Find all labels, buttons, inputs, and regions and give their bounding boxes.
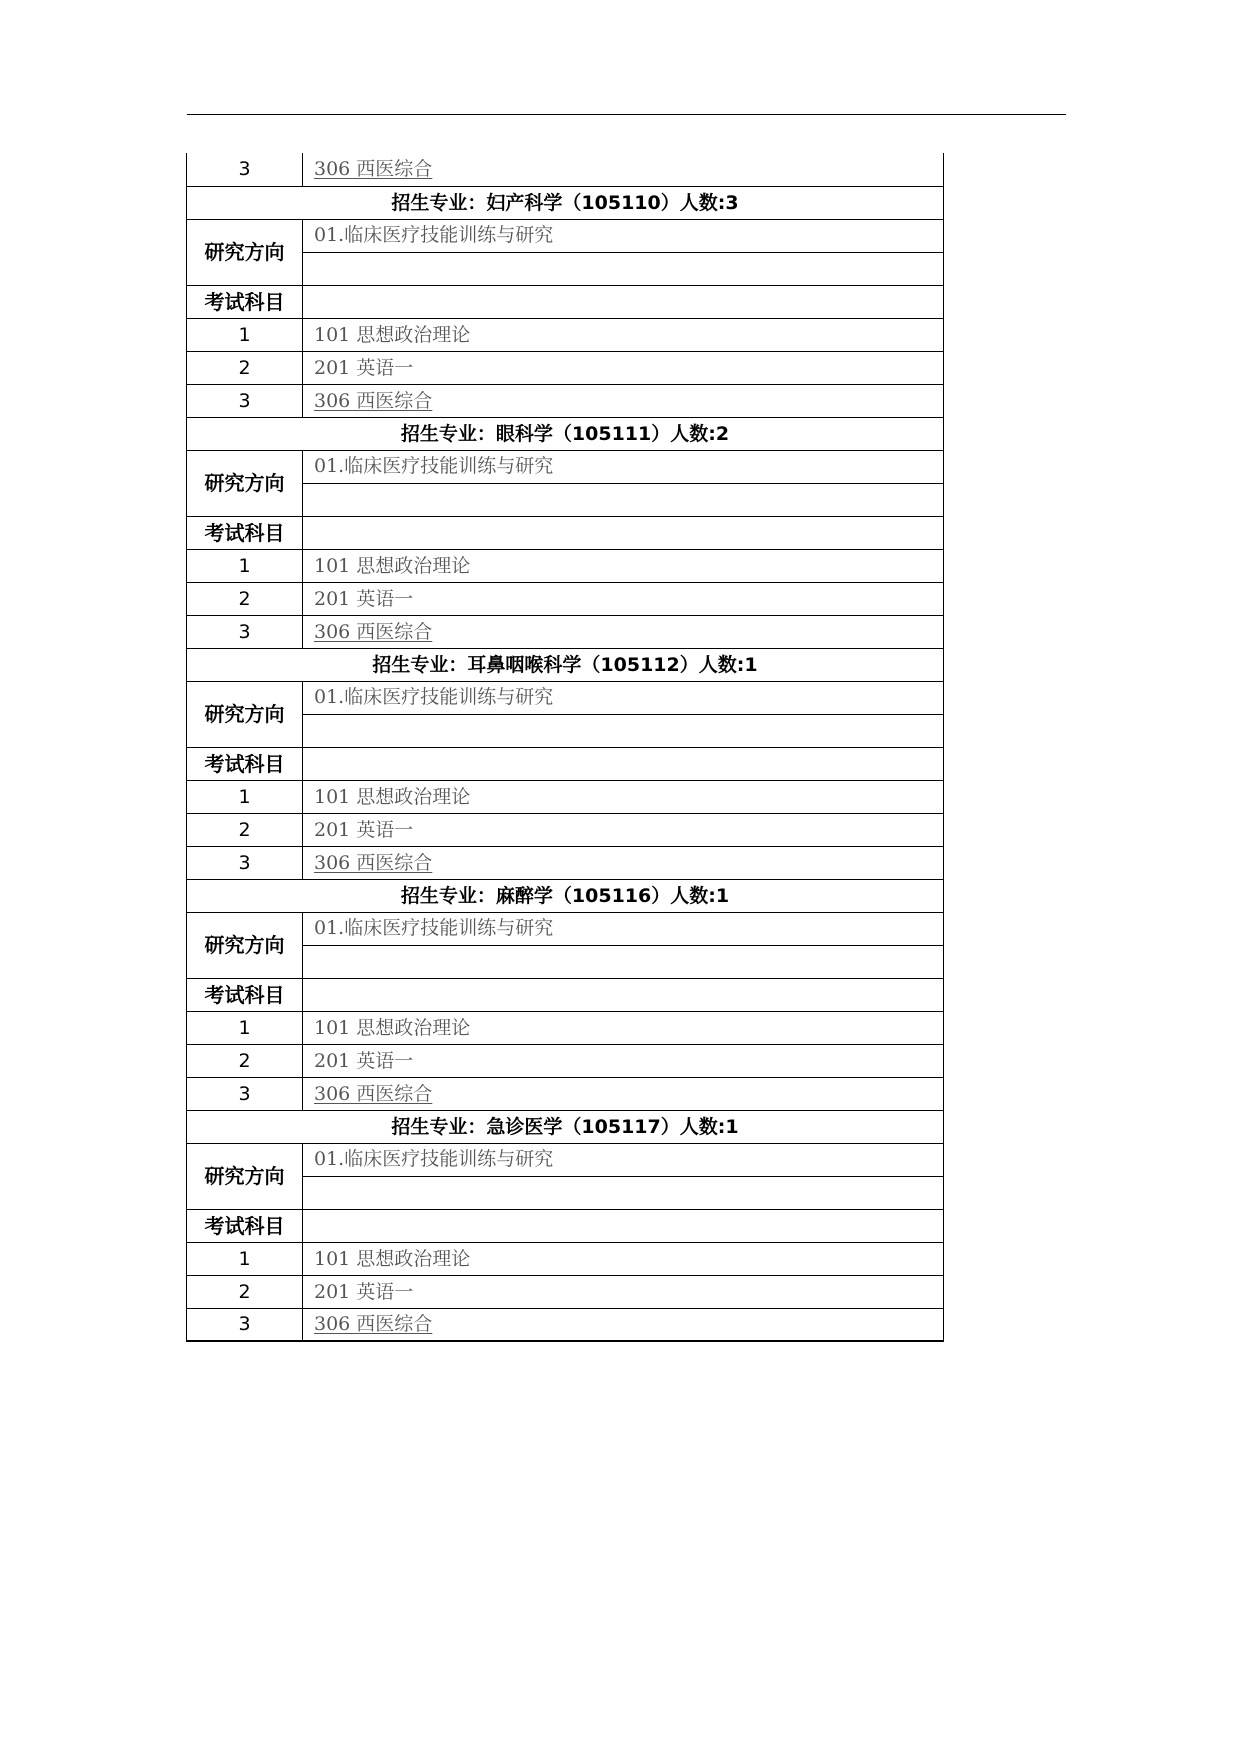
direction-value: 01.临床医疗技能训练与研究: [303, 1143, 944, 1176]
empty-cell: [303, 1176, 944, 1209]
table-row: [187, 1011, 944, 1044]
table-row: [187, 1275, 944, 1308]
table-row: [187, 813, 944, 846]
table-row: [187, 846, 944, 879]
major-title: 招生专业：急诊医学（105117）人数:1: [187, 1110, 944, 1143]
enrollment-table: [186, 153, 944, 1342]
table-row: [187, 582, 944, 615]
exam-label: 考试科目: [187, 516, 303, 549]
table-row: [187, 1143, 944, 1176]
table-row: [187, 912, 944, 945]
table-row: [187, 153, 944, 186]
empty-cell: [303, 252, 944, 285]
subject-name: 201 英语一: [303, 351, 944, 384]
subject-link[interactable]: 306 西医综合: [314, 389, 433, 412]
empty-cell: [303, 483, 944, 516]
subject-number: 3: [187, 153, 303, 186]
direction-value: 01.临床医疗技能训练与研究: [303, 681, 944, 714]
subject-link[interactable]: 306 西医综合: [314, 158, 433, 181]
empty-cell: [303, 714, 944, 747]
major-title: 招生专业：耳鼻咽喉科学（105112）人数:1: [187, 648, 944, 681]
subject-name: 201 英语一: [303, 1275, 944, 1308]
direction-label: 研究方向: [187, 450, 303, 516]
subject-name: 101 思想政治理论: [303, 549, 944, 582]
subject-name: [303, 1077, 944, 1110]
empty-cell: [303, 1209, 944, 1242]
major-title: 招生专业：麻醉学（105116）人数:1: [187, 879, 944, 912]
table-row: [187, 615, 944, 648]
subject-name: [303, 1308, 944, 1341]
subject-number: 3: [187, 615, 303, 648]
table-row: [187, 285, 944, 318]
table-row: [187, 1209, 944, 1242]
subject-number: 2: [187, 813, 303, 846]
subject-number: 3: [187, 846, 303, 879]
subject-name: [303, 615, 944, 648]
subject-number: 1: [187, 318, 303, 351]
table-row: [187, 516, 944, 549]
subject-number: 1: [187, 549, 303, 582]
direction-label: 研究方向: [187, 681, 303, 747]
subject-link[interactable]: 306 西医综合: [314, 1082, 433, 1105]
subject-link[interactable]: 306 西医综合: [314, 620, 433, 643]
subject-number: 3: [187, 384, 303, 417]
exam-label: 考试科目: [187, 747, 303, 780]
subject-name: 101 思想政治理论: [303, 1242, 944, 1275]
direction-value: 01.临床医疗技能训练与研究: [303, 219, 944, 252]
table-row: [187, 1077, 944, 1110]
direction-label: 研究方向: [187, 219, 303, 285]
major-header-row: [187, 879, 944, 912]
table-row: [187, 1308, 944, 1341]
major-title: 招生专业：妇产科学（105110）人数:3: [187, 186, 944, 219]
major-header-row: [187, 417, 944, 450]
subject-number: 3: [187, 1077, 303, 1110]
table-row: [187, 450, 944, 483]
subject-name: 101 思想政治理论: [303, 1011, 944, 1044]
major-header-row: [187, 186, 944, 219]
table-row: [187, 780, 944, 813]
major-title: 招生专业：眼科学（105111）人数:2: [187, 417, 944, 450]
subject-number: 2: [187, 582, 303, 615]
major-header-row: [187, 1110, 944, 1143]
table-row: [187, 1242, 944, 1275]
major-header-row: [187, 648, 944, 681]
exam-label: 考试科目: [187, 978, 303, 1011]
subject-number: 1: [187, 780, 303, 813]
subject-name: [303, 384, 944, 417]
empty-cell: [303, 945, 944, 978]
subject-name: 201 英语一: [303, 582, 944, 615]
subject-number: 2: [187, 1275, 303, 1308]
table-row: [187, 384, 944, 417]
table-row: [187, 219, 944, 252]
page-header-rule: [187, 114, 1066, 115]
table-row: [187, 1044, 944, 1077]
subject-number: 1: [187, 1242, 303, 1275]
direction-value: 01.临床医疗技能训练与研究: [303, 912, 944, 945]
table-row: [187, 318, 944, 351]
table-row: [187, 747, 944, 780]
table-row: [187, 681, 944, 714]
empty-cell: [303, 978, 944, 1011]
empty-cell: [303, 285, 944, 318]
table-row: [187, 549, 944, 582]
table-row: [187, 978, 944, 1011]
subject-name: 201 英语一: [303, 813, 944, 846]
empty-cell: [303, 516, 944, 549]
subject-name: [303, 846, 944, 879]
subject-link[interactable]: 306 西医综合: [314, 1313, 433, 1336]
direction-label: 研究方向: [187, 1143, 303, 1209]
table-row: [187, 351, 944, 384]
subject-name: [303, 153, 944, 186]
subject-number: 3: [187, 1308, 303, 1341]
subject-name: 201 英语一: [303, 1044, 944, 1077]
subject-number: 1: [187, 1011, 303, 1044]
subject-number: 2: [187, 1044, 303, 1077]
exam-label: 考试科目: [187, 285, 303, 318]
direction-value: 01.临床医疗技能训练与研究: [303, 450, 944, 483]
exam-label: 考试科目: [187, 1209, 303, 1242]
empty-cell: [303, 747, 944, 780]
subject-name: 101 思想政治理论: [303, 780, 944, 813]
direction-label: 研究方向: [187, 912, 303, 978]
subject-link[interactable]: 306 西医综合: [314, 851, 433, 874]
subject-name: 101 思想政治理论: [303, 318, 944, 351]
subject-number: 2: [187, 351, 303, 384]
